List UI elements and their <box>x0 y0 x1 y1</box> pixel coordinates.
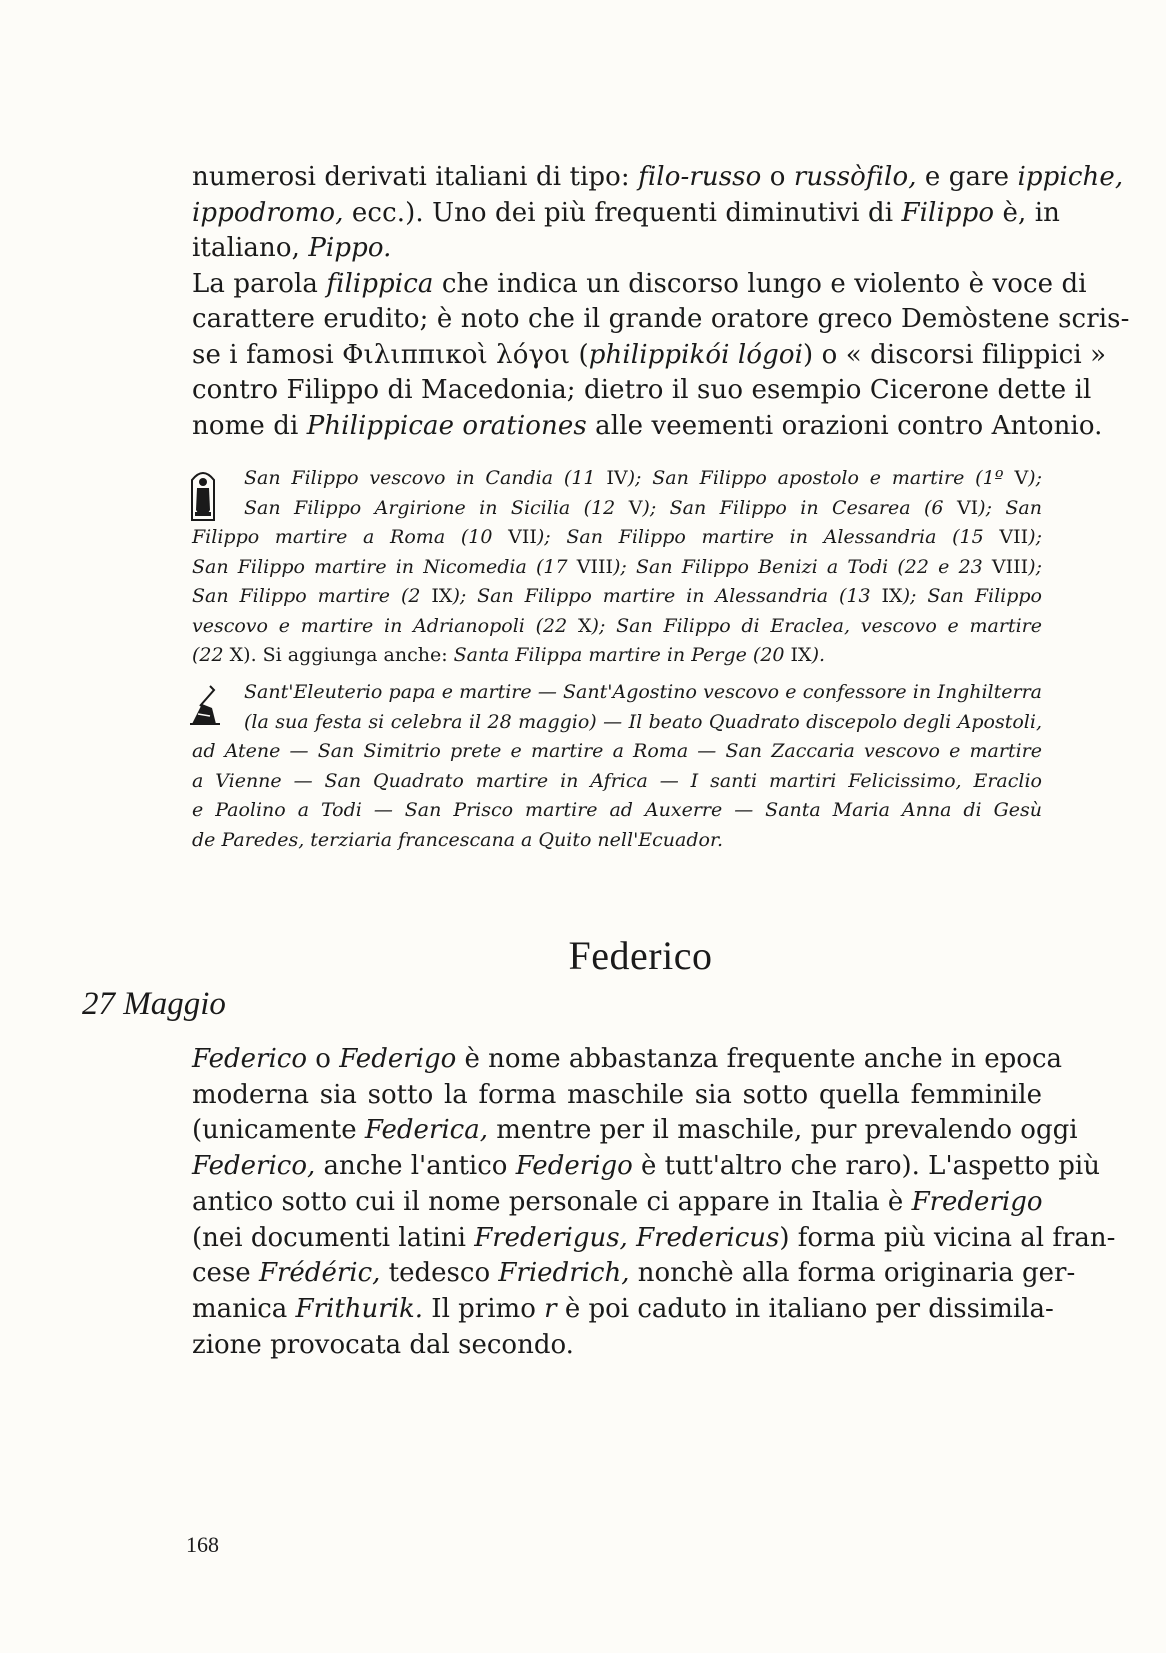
text-run: VIII <box>991 555 1029 578</box>
notes-section <box>192 464 1043 851</box>
text-run: alle veementi orazioni contro Antonio. <box>586 410 1103 441</box>
text-run: X <box>578 614 592 637</box>
section-title: Federico <box>568 933 713 978</box>
saints-filippo-note <box>192 464 1042 671</box>
text-run: V <box>628 496 643 519</box>
text-run: (la sua festa si celebra il 28 maggio) — Il beato Quadrato discepolo degli Apostoli, <box>244 710 1042 733</box>
text-line <box>192 796 1042 826</box>
text-run: X <box>229 644 244 666</box>
text-run: nome di <box>192 410 307 441</box>
italic-text: Federica, <box>364 1115 489 1146</box>
text-run: ). <box>811 644 826 666</box>
text-run: numerosi derivati italiani di tipo: <box>192 162 639 192</box>
text-run: carattere erudito; è noto che il grande oratore greco Demòstene scris- <box>192 304 1130 334</box>
text-line <box>192 1292 1054 1328</box>
text-run: cese <box>192 1258 259 1289</box>
italic-text: Federico, <box>192 1151 316 1182</box>
text-line <box>192 582 1042 612</box>
text-run: (22 <box>192 644 230 666</box>
text-run: V <box>1014 467 1029 489</box>
text-run: e gare <box>916 162 1018 192</box>
text-run: italiano, <box>192 233 309 263</box>
text-run: antico sotto cui il nome personale ci appare in Italia è <box>192 1186 912 1217</box>
text-line <box>192 641 1042 671</box>
text-line <box>192 1328 1042 1364</box>
text-run: tedesco <box>380 1258 499 1289</box>
text-run: San Filippo martire (2 <box>192 585 432 607</box>
text-line <box>192 1042 1063 1078</box>
text-run: è tutt'altro che raro). L'aspetto più <box>632 1151 1100 1182</box>
text-run: che indica un discorso lungo e violento è voce di <box>433 268 1087 299</box>
text-run: IV <box>606 467 628 489</box>
text-run: La parola <box>192 268 327 299</box>
text-run: ); San Filippo apostolo e martire (1º <box>627 467 1015 489</box>
text-run: IX <box>881 585 903 607</box>
text-line <box>192 464 1042 494</box>
italic-text: filippica <box>326 268 434 299</box>
italic-text: Philippicae orationes <box>306 410 587 441</box>
text-run: VII <box>999 526 1029 548</box>
italic-text: filo-russo <box>638 162 762 192</box>
text-run: (nei documenti latini <box>192 1222 475 1253</box>
italic-text: Filippo <box>901 197 995 228</box>
text-run: contro Filippo di Macedonia; dietro il suo esempio Cicerone dette il <box>192 375 1092 405</box>
text-line <box>192 708 1042 738</box>
bishop-mitre-icon <box>186 684 222 728</box>
text-line <box>192 1256 1076 1292</box>
text-line <box>192 612 1042 642</box>
text-run: vescovo e martire in Adrianopoli (22 <box>192 614 578 637</box>
feast-date: 27 Maggio <box>82 986 226 1022</box>
text-run: ecc.). Uno dei più frequenti diminutivi di <box>343 197 902 228</box>
italic-text: Friedrich, <box>498 1258 630 1289</box>
text-line <box>192 826 1042 856</box>
text-line <box>192 160 1124 196</box>
text-run: a Vienne — San Quadrato martire in Africa — I santi martiri Felicissimo, Eraclio <box>192 769 1042 792</box>
text-line <box>192 409 1103 445</box>
italic-text: Frédéric, <box>258 1258 381 1289</box>
text-line <box>192 231 1042 267</box>
text-line <box>192 338 1107 374</box>
italic-text: Federigo <box>339 1044 457 1074</box>
italic-text: ippiche, <box>1017 162 1124 192</box>
italic-text: russòfilo, <box>793 162 917 192</box>
text-run: manica <box>192 1293 296 1324</box>
italic-text: Frederigus, Fredericus <box>474 1222 780 1253</box>
text-run: San Filippo vescovo in Candia (11 <box>244 467 607 489</box>
text-line <box>192 373 1092 409</box>
italic-text: Frederigo <box>911 1186 1043 1217</box>
text-run: mentre per il maschile, pur prevalendo oggi <box>488 1115 1078 1146</box>
text-run: IX <box>431 585 453 607</box>
text-run: è, in <box>994 197 1060 228</box>
text-run: ); <box>1028 526 1042 548</box>
text-run: (unicamente <box>192 1115 365 1146</box>
text-run: zione provocata dal secondo. <box>192 1329 574 1360</box>
text-line <box>192 1221 1116 1257</box>
text-line <box>192 737 1042 767</box>
text-line <box>192 1113 1078 1149</box>
text-run: San Filippo Argirione in Sicilia (12 <box>244 496 629 519</box>
text-line <box>192 767 1042 797</box>
text-run: Il primo <box>423 1293 545 1324</box>
text-line <box>192 494 1042 524</box>
paragraph-federico <box>192 1042 1116 1363</box>
text-run: è poi caduto in italiano per dissimila- <box>556 1293 1054 1324</box>
text-run: ) forma più vicina al fran- <box>779 1222 1116 1253</box>
text-line <box>192 1185 1042 1221</box>
italic-text: ippodromo, <box>192 197 344 228</box>
text-run: Santa Filippa martire in Perge (20 <box>453 644 791 666</box>
text-run: ); <box>1028 555 1042 578</box>
text-run: o <box>307 1044 340 1074</box>
text-run: de Paredes, terziaria francescana a Quito nell'Ecuador. <box>192 828 723 851</box>
text-run: ). Si aggiunga anche: <box>243 644 454 666</box>
italic-text: Federigo <box>515 1151 633 1182</box>
text-line <box>192 1149 1100 1185</box>
text-run: moderna sia sotto la forma maschile sia sotto quella femminile <box>192 1079 1042 1110</box>
text-run: ); <box>1028 467 1042 489</box>
text-run: VI <box>956 496 979 519</box>
text-run: ) o « discorsi filippici » <box>803 339 1107 370</box>
text-run: nonchè alla forma originaria ger- <box>629 1258 1076 1289</box>
text-run: ); San Filippo martire in Alessandria (13 <box>452 585 882 607</box>
text-line <box>192 553 1042 583</box>
text-run: ); San Filippo Benizi a Todi (22 e 23 <box>613 555 992 578</box>
text-run: San Filippo martire in Nicomedia (17 <box>192 555 577 578</box>
text-line <box>192 1078 1042 1114</box>
paragraph-filippo-derivatives <box>192 160 1130 444</box>
text-run: VIII <box>576 555 613 578</box>
text-run: IX <box>790 644 812 666</box>
saint-figure-icon <box>188 466 218 522</box>
text-run: anche l'antico <box>315 1151 516 1182</box>
text-run: o <box>761 162 794 192</box>
text-run: se i famosi Φιλιππικοὶ λόγοι ( <box>192 339 589 370</box>
text-run: ad Atene — San Simitrio prete e martire a Roma — San Zaccaria vescovo e martire <box>192 740 1042 762</box>
italic-text: philippikói lógoi <box>588 339 803 370</box>
text-run: ); San Filippo <box>902 585 1042 607</box>
text-line <box>192 196 1060 232</box>
page-number: 168 <box>186 1532 219 1557</box>
text-run: ); San Filippo in Cesarea (6 <box>642 496 957 519</box>
text-run: Filippo martire a Roma (10 <box>192 526 509 548</box>
italic-text: Federico <box>192 1044 307 1074</box>
text-line <box>192 523 1042 553</box>
text-run: è nome abbastanza frequente anche in epoca <box>456 1044 1063 1074</box>
text-run: ); San Filippo di Eraclea, vescovo e martire <box>591 614 1043 637</box>
text-run: Sant'Eleuterio papa e martire — Sant'Agostino vescovo e confessore in Inghilterra <box>244 681 1042 703</box>
italic-text: r <box>544 1293 557 1324</box>
feast-day-saints-note <box>192 678 1042 855</box>
text-run: e Paolino a Todi — San Prisco martire ad Auxerre — Santa Maria Anna di Gesù <box>192 799 1042 821</box>
italic-text: Pippo. <box>308 233 392 263</box>
text-line <box>192 267 1087 303</box>
text-run: ); San <box>978 496 1043 519</box>
text-line <box>192 678 1042 708</box>
italic-text: Frithurik. <box>295 1293 424 1324</box>
text-run: ); San Filippo martire in Alessandria (15 <box>536 526 1000 548</box>
text-line <box>192 302 1130 338</box>
text-run: VII <box>508 526 537 548</box>
